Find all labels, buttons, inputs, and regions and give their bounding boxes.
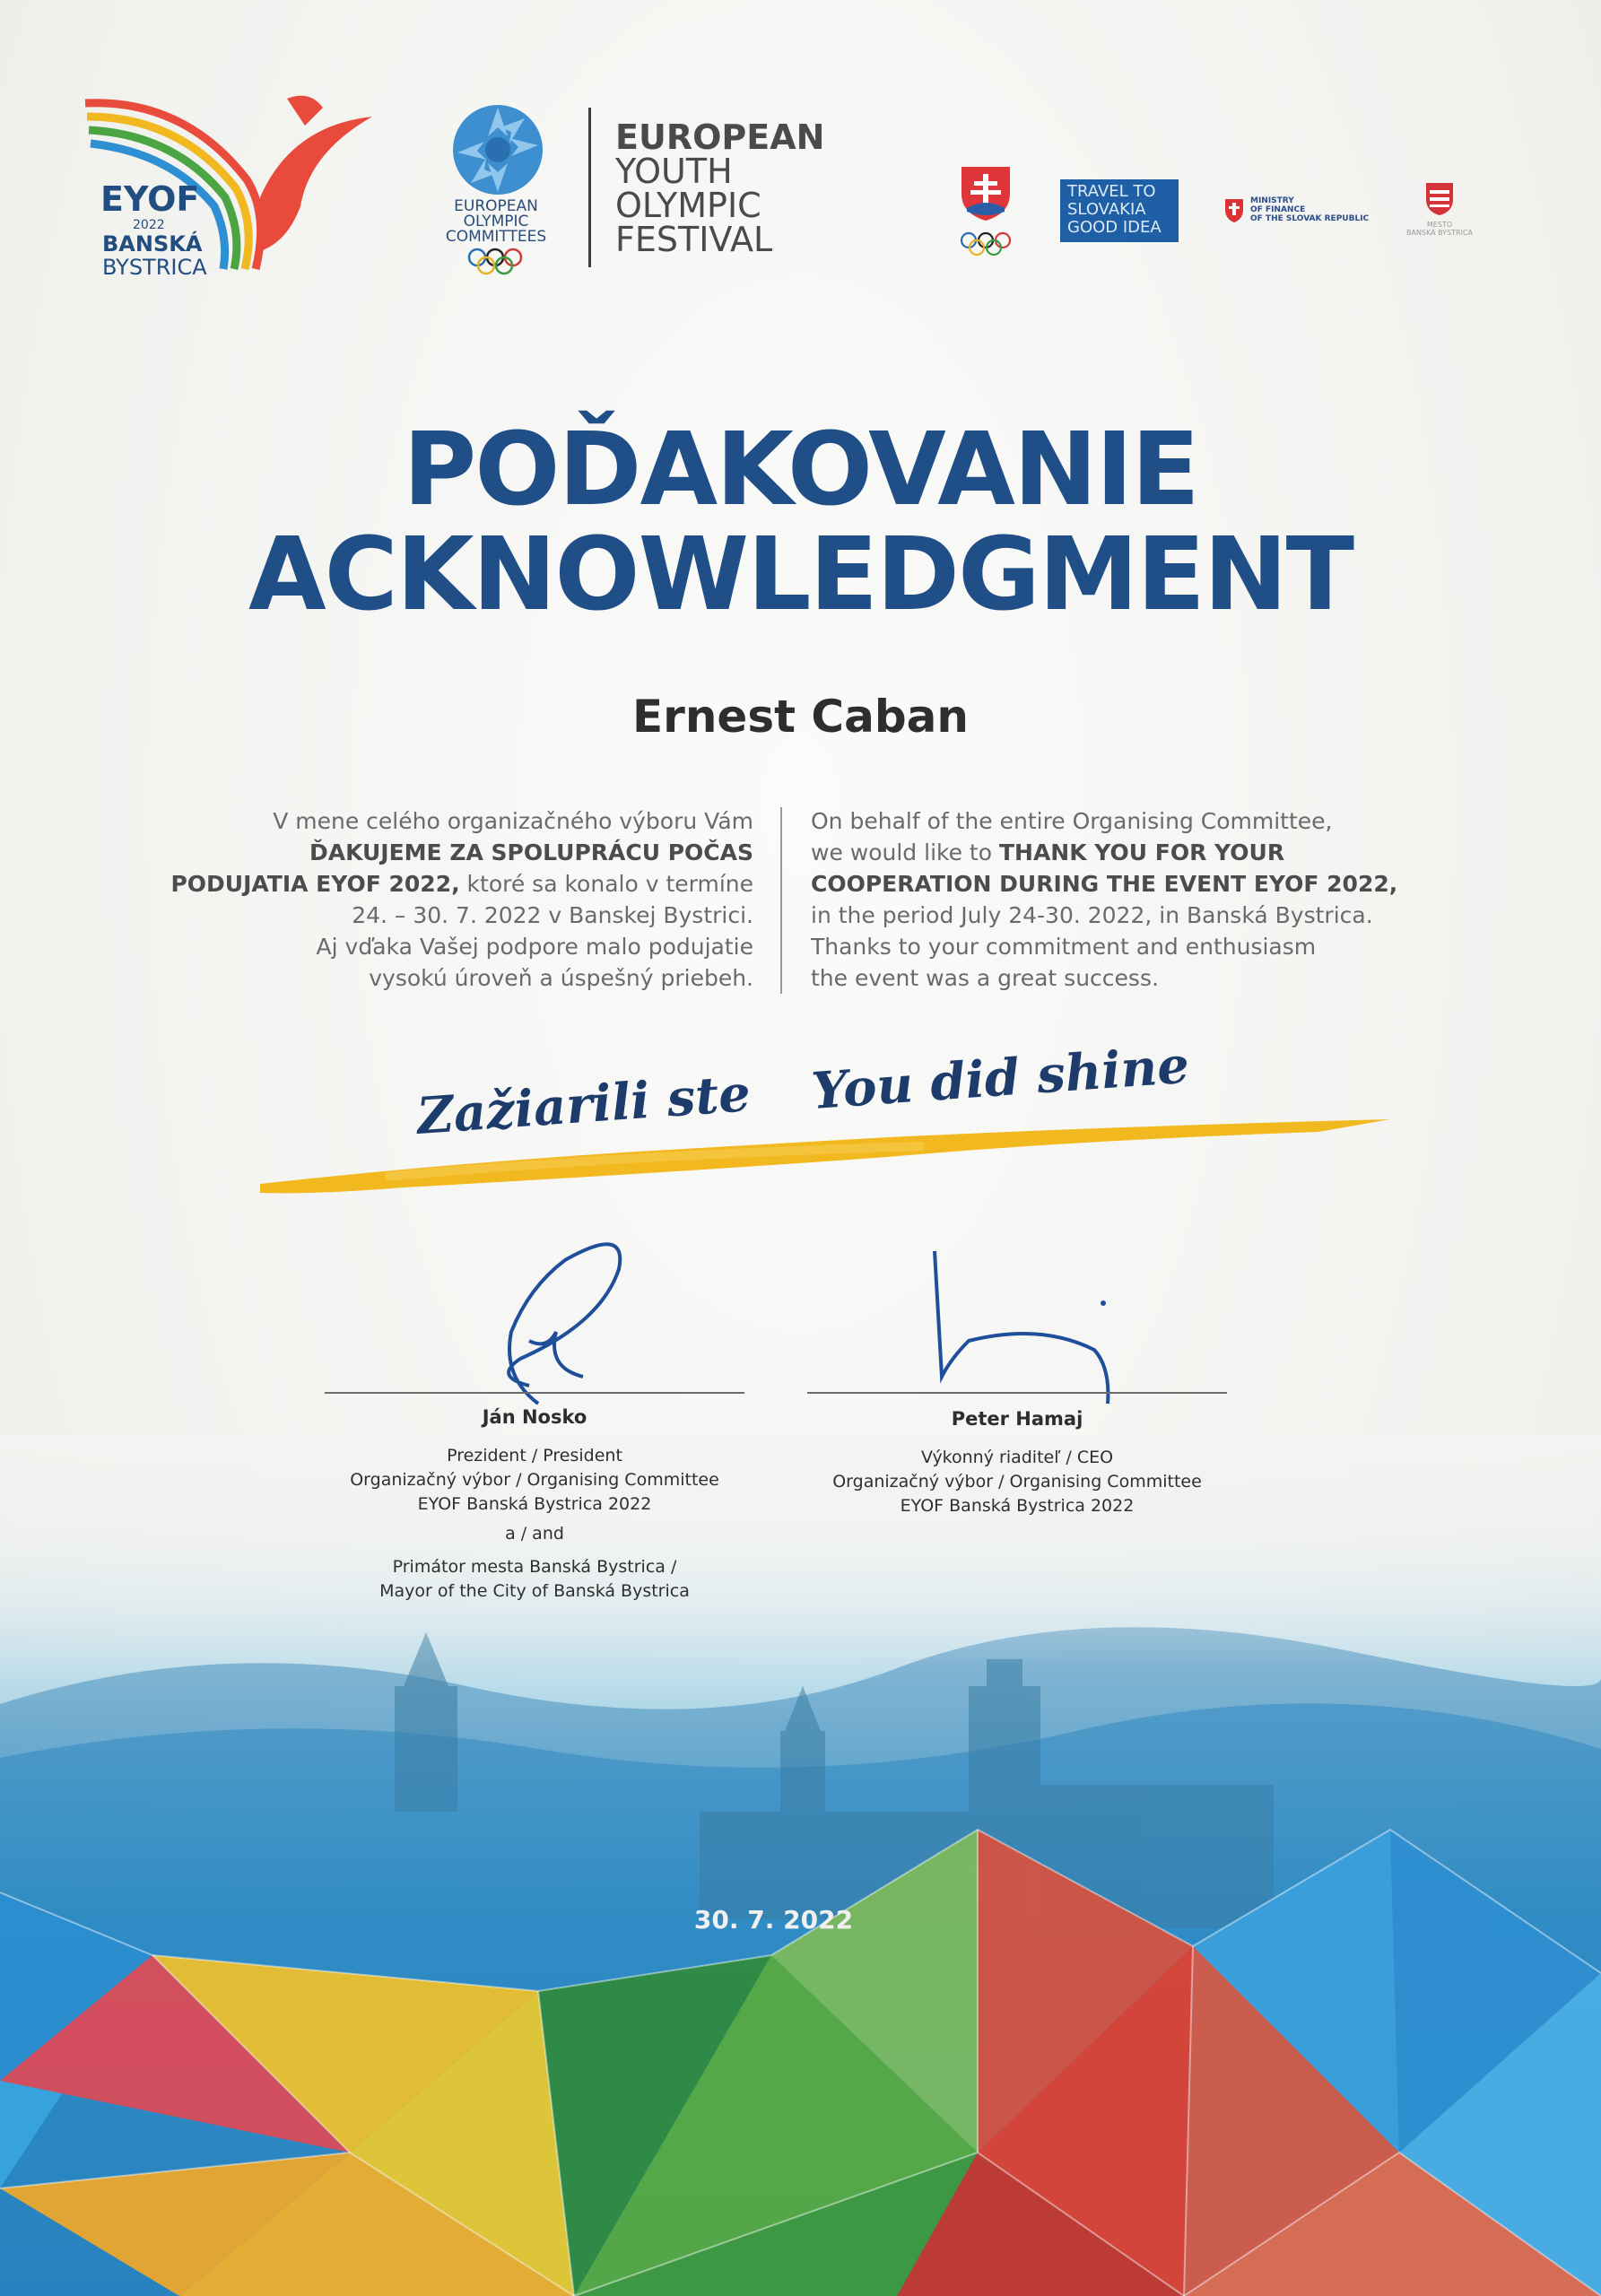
sr-line-2: Organizačný výbor / Organising Committee xyxy=(832,1472,1202,1492)
slovak-shield-icon xyxy=(958,163,1014,262)
sr-line-1: Výkonný riaditeľ / CEO xyxy=(920,1448,1114,1467)
signatory-left-name: Ján Nosko xyxy=(482,1406,587,1428)
festival-line-4: FESTIVAL xyxy=(615,220,773,259)
signatory-left-title xyxy=(280,1444,789,1604)
city-crest-text xyxy=(1399,221,1480,237)
festival-line-1: EUROPEAN xyxy=(615,117,825,157)
sr-line-3: EYOF Banská Bystrica 2022 xyxy=(900,1496,1135,1516)
city-crest-line-2: BANSKÁ BYSTRICA xyxy=(1405,229,1474,237)
body-text-slovak xyxy=(135,805,753,994)
signatory-right-title xyxy=(762,1446,1272,1518)
travel-slovakia-logo xyxy=(1060,179,1179,242)
sk-line-3-bold: PODUJATIA EYOF 2022, xyxy=(170,871,460,897)
sl-line-6: Mayor of the City of Banská Bystrica xyxy=(379,1581,690,1601)
body-text-english xyxy=(811,805,1457,994)
ministry-text-block xyxy=(1250,196,1369,223)
eyof-logo-word: EYOF xyxy=(100,179,200,219)
en-line-5: Thanks to your commitment and enthusiasm xyxy=(811,934,1317,960)
sl-line-3: EYOF Banská Bystrica 2022 xyxy=(417,1494,652,1514)
en-line-2 xyxy=(811,837,1457,868)
olympic-rings-icon xyxy=(466,247,524,275)
signatory-right-name: Peter Hamaj xyxy=(951,1408,1083,1430)
certificate-date: 30. 7. 2022 xyxy=(693,1905,854,1935)
en-line-1: On behalf of the entire Organising Committee, xyxy=(811,808,1333,834)
city-crest-icon xyxy=(1424,181,1455,217)
slogan-english: You did shine xyxy=(809,1035,1191,1121)
festival-line-3: OLYMPIC xyxy=(615,186,761,225)
eyof-logo-city-2: BYSTRICA xyxy=(102,255,207,280)
title-slovak: POĎAKOVANIE xyxy=(403,412,1198,528)
en-line-2-rest: we would like to xyxy=(811,839,999,865)
signature-left xyxy=(466,1233,646,1413)
en-line-4: in the period July 24-30. 2022, in Banská Bystrica. xyxy=(811,902,1373,928)
sl-line-2: Organizačný výbor / Organising Committee xyxy=(350,1470,719,1490)
title-english: ACKNOWLEDGMENT xyxy=(248,517,1353,633)
en-line-6: the event was a great success. xyxy=(811,965,1159,991)
sk-line-4: 24. – 30. 7. 2022 v Banskej Bystrici. xyxy=(352,902,753,928)
travel-line-1: TRAVEL TO xyxy=(1067,182,1156,201)
sk-line-2: ĎAKUJEME ZA SPOLUPRÁCU POČAS xyxy=(309,839,753,865)
eoc-star-logo xyxy=(448,100,547,199)
city-crest-line-1: MESTO xyxy=(1426,221,1453,229)
festival-text-block xyxy=(615,117,825,259)
eoc-line-1: EUROPEAN xyxy=(454,197,538,215)
en-line-2-bold: THANK YOU FOR YOUR xyxy=(998,839,1285,865)
eoc-text-block xyxy=(429,199,563,245)
sk-line-3-rest: ktoré sa konalo v termíne xyxy=(459,871,753,897)
signature-line-left xyxy=(325,1392,744,1394)
sk-line-6: vysokú úroveň a úspešný priebeh. xyxy=(369,965,753,991)
travel-line-2: SLOVAKIA xyxy=(1067,200,1146,219)
sl-line-4: a / and xyxy=(505,1524,564,1544)
recipient-name: Ernest Caban xyxy=(632,691,969,743)
festival-line-2: YOUTH xyxy=(615,152,733,191)
signature-right xyxy=(915,1242,1130,1413)
sl-line-5: Primátor mesta Banská Bystrica / xyxy=(392,1557,677,1577)
eyof-logo-year: 2022 xyxy=(133,218,165,232)
ministry-line-2: OF FINANCE xyxy=(1250,205,1306,214)
ministry-line-3: OF THE SLOVAK REPUBLIC xyxy=(1250,214,1370,223)
eyof-logo-city-1: BANSKÁ xyxy=(102,231,203,257)
ministry-line-1: MINISTRY xyxy=(1250,196,1294,205)
eoc-line-3: COMMITTEES xyxy=(445,228,547,246)
travel-line-3: GOOD IDEA xyxy=(1067,218,1162,237)
sl-line-1: Prezident / President xyxy=(447,1446,622,1465)
slogan-slovak: Zažiarili ste xyxy=(414,1064,753,1146)
sk-line-1: V mene celého organizačného výboru Vám xyxy=(273,808,753,834)
signature-line-right xyxy=(807,1392,1227,1394)
sk-line-3 xyxy=(135,868,753,900)
en-line-3: COOPERATION DURING THE EVENT EYOF 2022, xyxy=(811,871,1398,897)
ministry-crest-icon xyxy=(1223,197,1245,224)
sk-line-5: Aj vďaka Vašej podpore malo podujatie xyxy=(316,934,753,960)
body-divider xyxy=(780,807,782,994)
eoc-line-2: OLYMPIC xyxy=(463,213,529,230)
header-divider xyxy=(588,108,591,267)
